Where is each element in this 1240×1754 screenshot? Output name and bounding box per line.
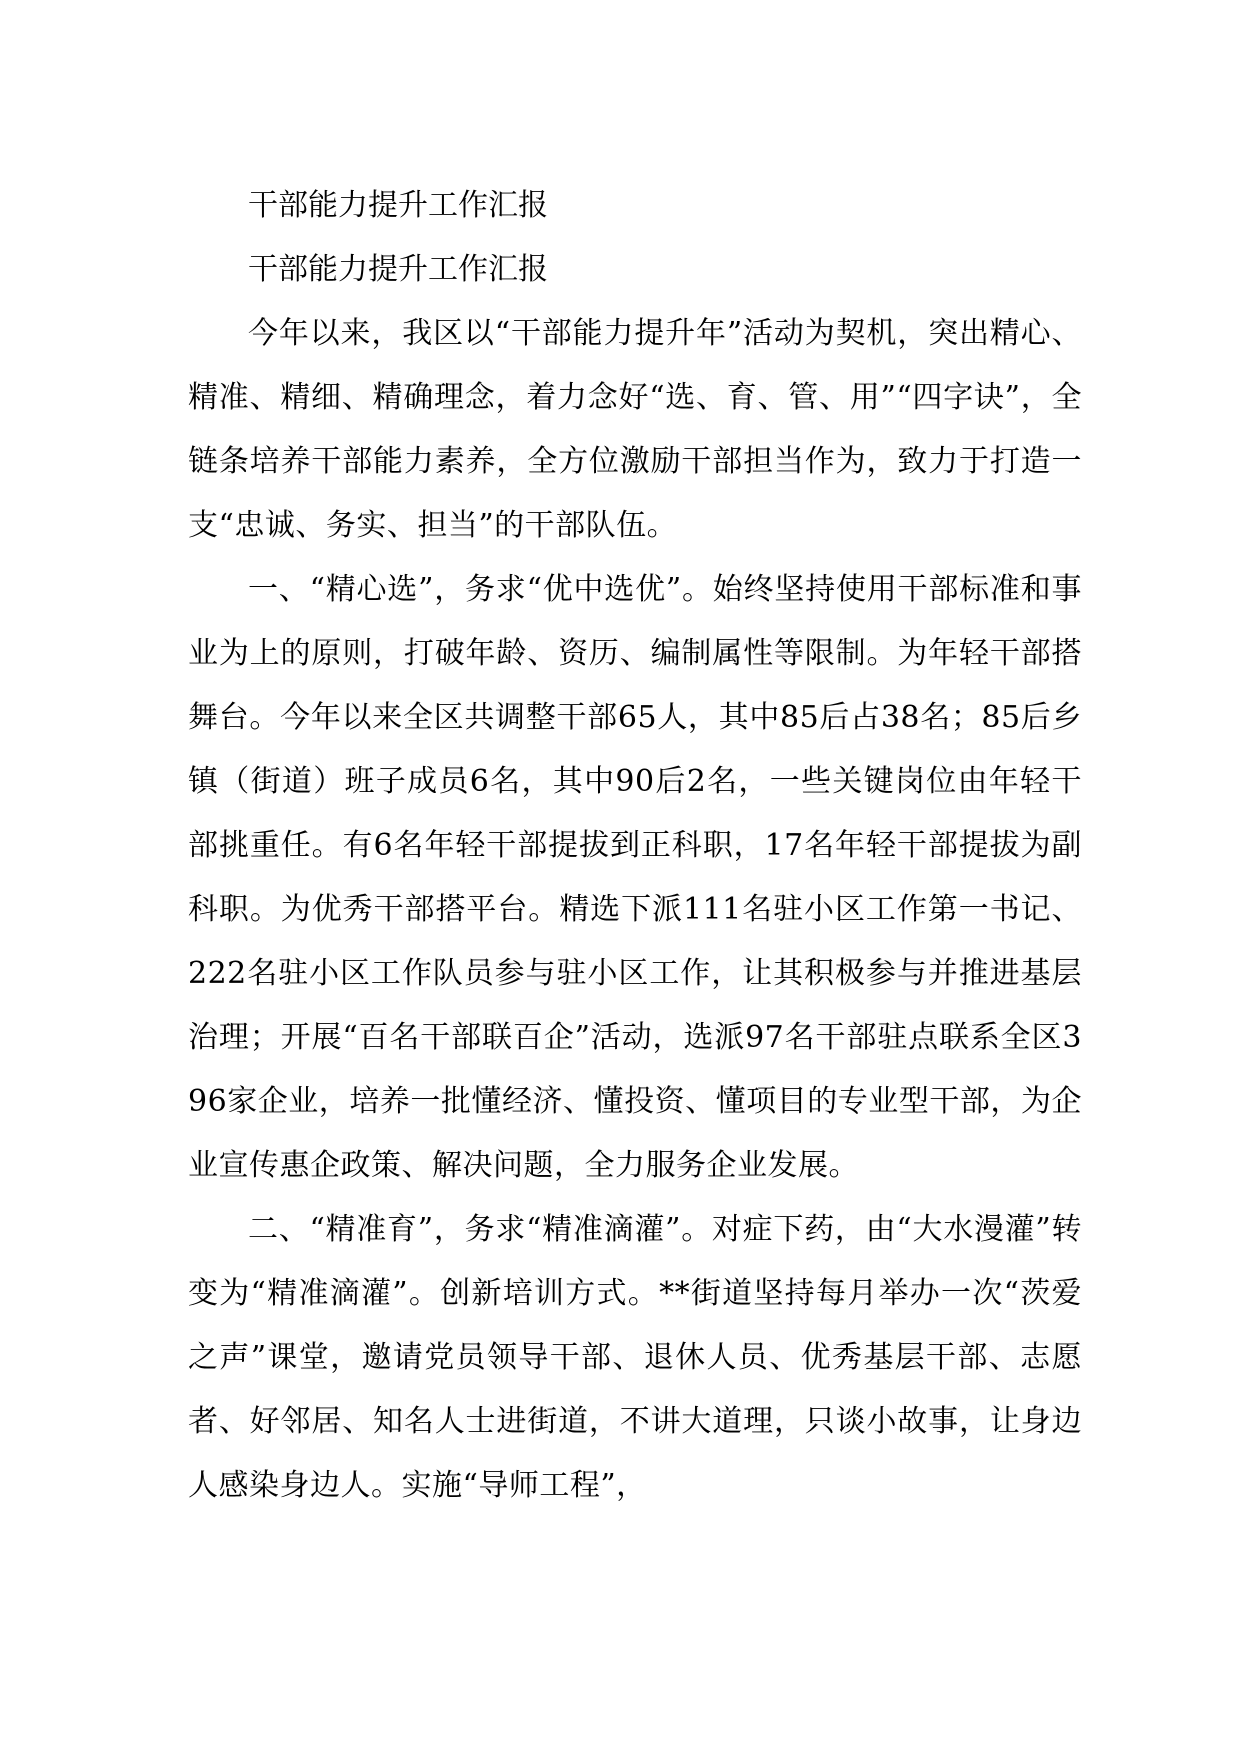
document-page: [188, 174, 1082, 1518]
paragraph-section-1: 一、“精心选”，务求“优中选优”。始终坚持使用干部标准和事业为上的原则，打破年龄、资历、编制属性等限制。为年轻干部搭舞台。今年以来全区共调整干部65人，其中85后占38名；85后乡镇（街道）班子成员6名，其中90后2名，一些关键岗位由年轻干部挑重任。有6名年轻干部提拔到正科职，17名年轻干部提拔为副科职。为优秀干部搭平台。精选下派111名驻小区工作第一书记、222名驻小区工作队员参与驻小区工作，让其积极参与并推进基层治理；开展“百名干部联百企”活动，选派97名干部驻点联系全区396家企业，培养一批懂经济、懂投资、懂项目的专业型干部，为企业宣传惠企政策、解决问题，全力服务企业发展。: [188, 572, 1082, 1183]
paragraph-section-2: 二、“精准育”，务求“精准滴灌”。对症下药，由“大水漫灌”转变为“精准滴灌”。创新培训方式。**街道坚持每月举办一次“茨爱之声”课堂，邀请党员领导干部、退休人员、优秀基层干部、志愿者、好邻居、知名人士进街道，不讲大道理，只谈小故事，让身边人感染身边人。实施“导师工程”，: [188, 1212, 1082, 1503]
paragraph-intro: 今年以来，我区以“干部能力提升年”活动为契机，突出精心、精准、精细、精确理念，着力念好“选、育、管、用”“四字诀”，全链条培养干部能力素养，全方位激励干部担当作为，致力于打造一支“忠诚、务实、担当”的干部队伍。: [188, 316, 1082, 543]
document-title: 干部能力提升工作汇报: [248, 188, 548, 223]
document-subtitle: 干部能力提升工作汇报: [248, 252, 548, 287]
